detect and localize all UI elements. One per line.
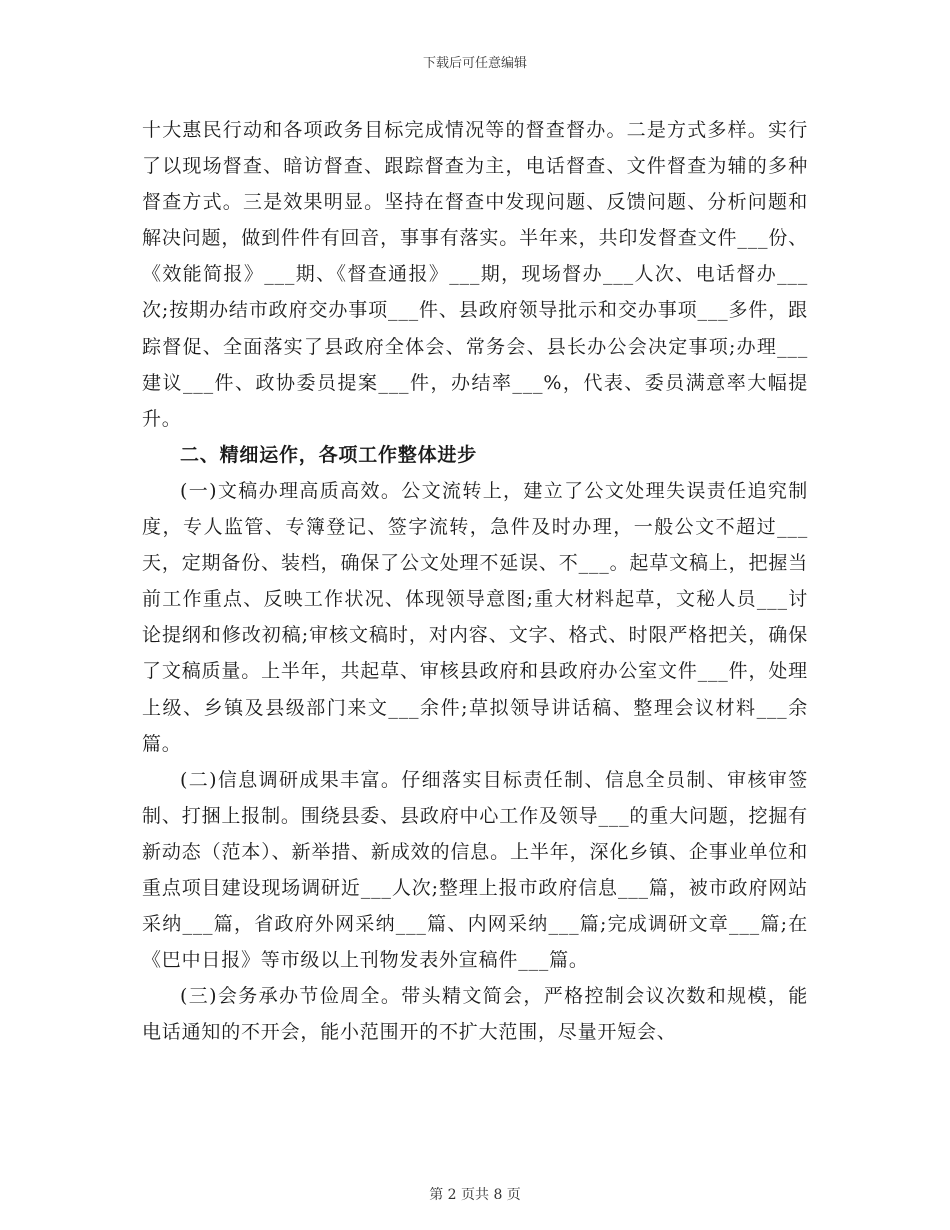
paragraph-continuation: 十大惠民行动和各项政务目标完成情况等的督查督办。二是方式多样。实行了以现场督查、暗访督查、跟踪督查为主，电话督查、文件督查为辅的多种督查方式。三是效果明显。坚持在督查中发现问题、反馈问题、分析问题和解决问题，做到件件有回音，事事有落实。半年来，共印发督查文件___份、《效能简报》___期、《督查通报》___期，现场督办___人次、电话督办___次;按期办结市政府交办事项___件、县政府领导批示和交办事项___多件，跟踪督促、全面落实了县政府全体会、常务会、县长办公会决定事项;办理___建议___件、政协委员提案___件，办结率___%，代表、委员满意率大幅提升。 (142, 119, 808, 430)
page-header: 下载后可任意编辑 (422, 56, 527, 71)
section-heading: 二、精细运作，各项工作整体进步 (180, 443, 478, 466)
paragraph-document-handling: (一)文稿办理高质高效。公文流转上，建立了公文处理失误责任追究制度，专人监管、专簿登记、签字流转，急件及时办理，一般公文不超过___天，定期备份、装档，确保了公文处理不延误、不___。起草文稿上，把握当前工作重点、反映工作状况、体现领导意图;重大材料起草，文秘人员___讨论提纲和修改初稿;审核文稿时，对内容、文字、格式、时限严格把关，确保了文稿质量。上半年，共起草、审核县政府和县政府办公室文件___件，处理上级、乡镇及县级部门来文___余件;草拟领导讲话稿、整理会议材料___余篇。 (142, 479, 808, 755)
paragraph-meeting-affairs: (三)会务承办节俭周全。带头精文简会，严格控制会议次数和规模，能电话通知的不开会，能小范围开的不扩大范围，尽量开短会、 (142, 985, 808, 1044)
page-footer: 第 2 页共 8 页 (429, 1187, 521, 1203)
paragraph-information-research: (二)信息调研成果丰富。仔细落实目标责任制、信息全员制、审核审签制、打捆上报制。围绕县委、县政府中心工作及领导___的重大问题，挖掘有新动态（范本）、新举措、新成效的信息。上半年，深化乡镇、企事业单位和重点项目建设现场调研近___人次;整理上报市政府信息___篇，被市政府网站采纳___篇，省政府外网采纳___篇、内网采纳___篇;完成调研文章___篇;在《巴中日报》等市级以上刊物发表外宣稿件___篇。 (142, 768, 808, 972)
document-body (142, 112, 808, 1050)
